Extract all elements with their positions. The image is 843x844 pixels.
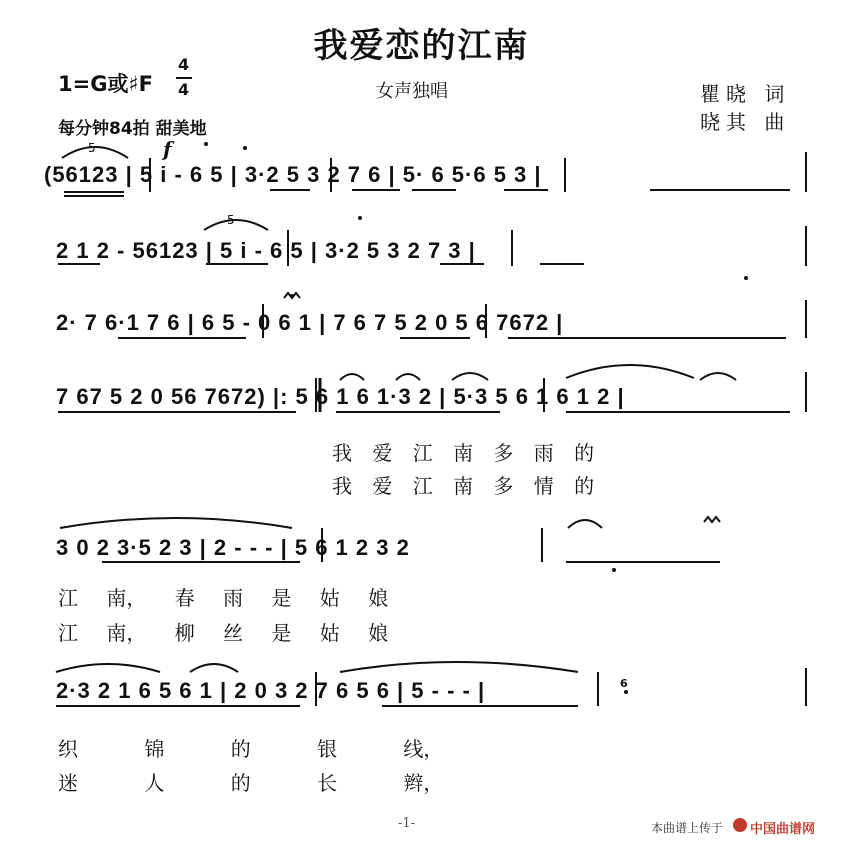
grace-note: 6: [620, 677, 628, 690]
tuplet-number: 5: [227, 213, 235, 227]
lyric-verse-2: 我 爱 江 南 多 情 的: [332, 474, 595, 498]
key-signature: 1=G或♯F: [58, 72, 153, 96]
upload-note: 本曲谱上传于: [651, 821, 724, 835]
page-number: -1-: [398, 816, 416, 831]
lyric-verse-2: 迷 人 的 长 辫，: [58, 771, 444, 795]
tempo-marking: 每分钟84拍 甜美地: [58, 119, 207, 139]
time-signature-top: 4: [178, 55, 190, 74]
performance-type: 女声独唱: [376, 81, 448, 102]
score-line-1: (56123 | 5 i - 6 5 | 3·2 5 3 2 7 6 | 5· 6 5·6 5 3 |: [44, 162, 542, 187]
lyric-verse-1: 织 锦 的 银 线，: [58, 737, 444, 761]
time-signature-bottom: 4: [178, 80, 190, 99]
lyricist-credit: 瞿晓 词: [700, 82, 791, 106]
page-title: 我爱恋的江南: [313, 26, 530, 66]
dynamic-forte: f: [163, 137, 172, 161]
composer-credit: 晓其 曲: [700, 110, 791, 134]
score-line-6: 2·3 2 1 6 5 6 1 | 2 0 3 2 7 6 5 6 | 5 - - - |: [56, 678, 486, 703]
score-line-3: 2· 7 6·1 7 6 | 6 5 - 0 6 1 | 7 6 7 5 2 0 5 6 7672 |: [56, 310, 564, 335]
score-line-5: 3 0 2 3·5 2 3 | 2 - - - | 5 6 1 2 3 2: [56, 535, 410, 560]
score-line-2: 2 1 2 - 56123 | 5 i - 6 5 | 3·2 5 3 2 7 3 |: [56, 238, 476, 263]
site-brand: 中国曲谱网: [750, 822, 816, 837]
lyric-verse-1: 江 南， 春 雨 是 姑 娘: [58, 586, 389, 610]
score-line-4: 7 67 5 2 0 56 7672) |: 5 6 1 6 1·3 2 | 5·3 5 6 1 6 1 2 |: [56, 384, 625, 409]
lyric-verse-2: 江 南， 柳 丝 是 姑 娘: [58, 621, 389, 645]
lyric-verse-1: 我 爱 江 南 多 雨 的: [332, 441, 595, 465]
tuplet-number: 5: [88, 141, 96, 155]
